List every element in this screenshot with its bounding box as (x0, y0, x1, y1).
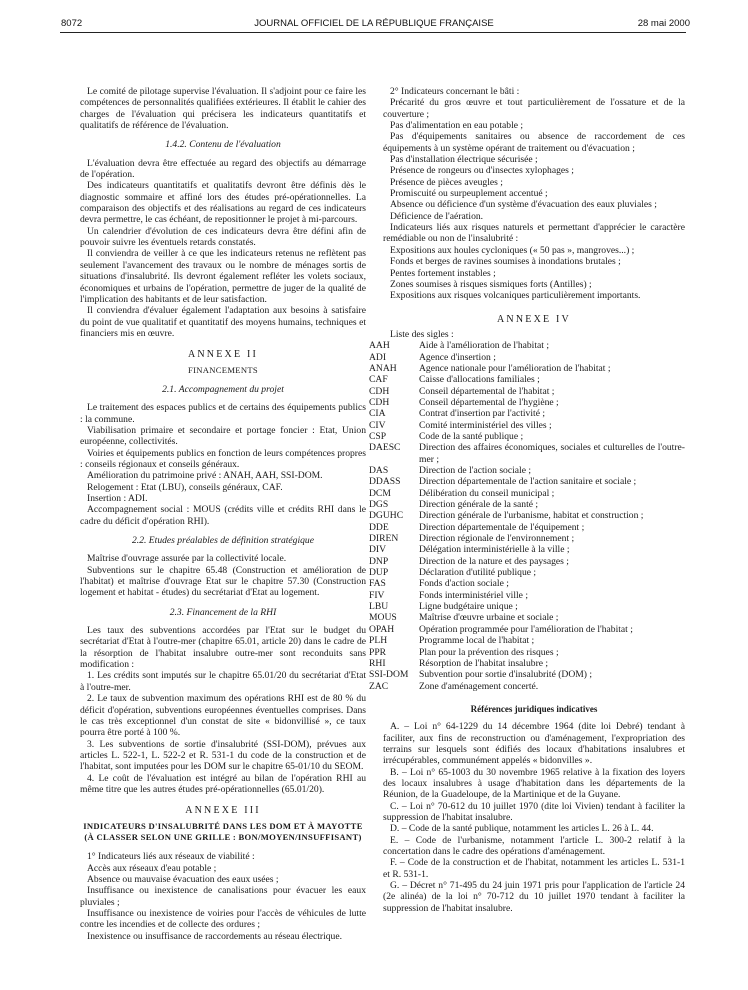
sigle-code: DGUHC (369, 510, 404, 522)
sigle-definition: Fonds interministériel ville ; (419, 589, 528, 601)
paragraph: Relogement : Etat (LBU), conseils généraux, CAF. (87, 481, 283, 493)
sigle-row (369, 522, 685, 533)
header-rule (60, 32, 686, 33)
sigles-table (369, 340, 685, 692)
annex-4-title: ANNEXE IV (497, 313, 571, 325)
sigle-row (369, 408, 685, 419)
indicator-item: Zones soumises à risques sismiques forts (Antilles) ; (390, 278, 592, 290)
sigle-code: LBU (369, 601, 389, 613)
sigle-definition: Code de la santé publique ; (419, 430, 524, 442)
sigle-code: PPR (369, 646, 387, 658)
indicator-item: Fonds et berges de ravines soumises à inondations brutales ; (390, 256, 621, 268)
sigle-definition: Déclaration d'utilité publique ; (419, 567, 537, 579)
sigle-code: ADI (369, 351, 387, 363)
sigle-code: MOUS (369, 612, 397, 624)
annex-2-title: ANNEXE II (187, 349, 259, 361)
sigle-row (369, 352, 685, 363)
sigle-definition: Contrat d'insertion par l'activité ; (419, 408, 546, 420)
sigle-definition: Conseil départemental de l'habitat ; (419, 385, 555, 397)
sigle-row (369, 397, 685, 408)
sigle-row (369, 681, 685, 692)
sigle-row (369, 567, 685, 578)
reference-item: B. – Loi n° 65-1003 du 30 novembre 1965 relative à la fixation des loyers des locaux insalubres à usage d'habitation dans les départements de la Réunion, de la Guadeloupe, de la Martinique et de la Guyane. (383, 766, 685, 801)
paragraph: 4. Le coût de l'évaluation est intégré au bilan de l'opération RHI au même titre que les autres études pré-opérationnelles (65.01/20). (80, 772, 366, 795)
sigle-code: FIV (369, 589, 385, 601)
sigle-row (369, 544, 685, 555)
indicator-item: Indicateurs liés aux risques naturels et permettant d'apprécier le caractère remédiable ou non de l'insalubrité : (383, 222, 685, 245)
sigle-definition: Programme local de l'habitat ; (419, 635, 535, 647)
sigle-row (369, 499, 685, 510)
sigle-definition: Ligne budgétaire unique ; (419, 601, 518, 613)
sigle-row (369, 510, 685, 521)
sigle-row (369, 386, 685, 397)
paragraph: L'évaluation devra être effectuée au regard des objectifs au démarrage de l'opération. (80, 157, 366, 181)
sigles-intro: Liste des sigles : (390, 328, 454, 340)
indicator-item: Pas d'alimentation en eau potable ; (390, 120, 524, 132)
sigle-row (369, 647, 685, 658)
right-column (369, 86, 685, 914)
sigle-code: DAS (369, 465, 389, 476)
indicator-item: Accès aux réseaux d'eau potable ; (87, 862, 217, 874)
left-column (80, 86, 366, 942)
sigle-code: DDASS (369, 476, 401, 488)
page-number: 8072 (61, 18, 83, 29)
sigle-code: PLH (369, 635, 388, 647)
indicator-item: Présence de pièces aveugles ; (390, 176, 503, 188)
sigle-definition: Fonds d'action sociale ; (419, 578, 509, 590)
paragraph: Subventions sur le chapitre 65.48 (Construction et amélioration de l'habitat) et maîtrise d'ouvrage Etat sur le chapitre 57.30 (Construction logement et habitat - études) du secrétariat d'Etat au logement. (80, 564, 366, 599)
paragraph: 1. Les crédits sont imputés sur le chapitre 65.01/20 du secrétariat d'Etat à l'outre-mer. (80, 670, 366, 693)
sigle-definition: Direction régionale de l'environnement ; (419, 533, 575, 545)
sigle-definition: Maîtrise d'œuvre urbaine et sociale ; (419, 612, 559, 624)
sigle-row (369, 340, 685, 351)
sigle-definition: Délégation interministérielle à la ville ; (419, 544, 570, 556)
indicator-item: Absence ou déficience d'un système d'évacuation des eaux pluviales ; (390, 199, 657, 211)
sigle-row (369, 658, 685, 669)
sigle-definition: Direction des affaires économiques, sociales et culturelles de l'outre-mer ; (419, 442, 685, 465)
paragraph: Un calendrier d'évolution de ces indicateurs devra être défini afin de pouvoir suivre les éventuels retards constatés. (80, 225, 366, 249)
sigle-definition: Direction générale de la santé ; (419, 499, 539, 511)
sigle-code: CDH (369, 385, 390, 397)
sigle-row (369, 420, 685, 431)
indicator-item: Pentes fortement instables ; (390, 267, 496, 279)
section-2-3-title: 2.3. Financement de la RHI (169, 606, 277, 618)
indicator-item: Insuffisance ou inexistence de canalisations pour évacuer les eaux pluviales ; (80, 885, 366, 908)
sigle-definition: Opération programmée pour l'amélioration de l'habitat ; (419, 623, 633, 635)
paragraph: Insertion : ADI. (87, 493, 148, 504)
indicator-item: Précarité du gros œuvre et tout particulièrement de l'ossature et de la couverture ; (383, 97, 685, 120)
sigle-definition: Subvention pour sortie d'insalubrité (DOM) ; (419, 669, 593, 681)
sigle-row (369, 556, 685, 567)
paragraph: Voiries et équipements publics en fonction de leurs compétences propres : conseils régionaux et conseils généraux. (80, 447, 366, 470)
sigle-definition: Caisse d'allocations familiales ; (419, 374, 540, 386)
sigle-row (369, 431, 685, 442)
indicator-item: Absence ou mauvaise évacuation des eaux usées ; (87, 873, 279, 885)
sigle-code: DCM (369, 487, 391, 499)
sigle-code: CIA (369, 408, 386, 420)
sigle-code: CAF (369, 374, 388, 386)
indicator-item: Insuffisance ou inexistence de voiries pour l'accès de véhicules de lutte contre les incendies et de collecte des ordures ; (80, 908, 366, 931)
sigle-definition: Direction de la nature et des paysages ; (419, 555, 569, 567)
indicator-item: Inexistence ou insuffisance de raccordements au réseau électrique. (87, 930, 343, 942)
sigle-definition: Comité interministériel des villes ; (419, 419, 552, 431)
sigle-code: DDE (369, 521, 389, 533)
indicator-item: Expositions aux risques volcaniques particulièrement importants. (390, 290, 641, 302)
indicator-item: Pas d'installation électrique sécurisée ; (390, 154, 538, 166)
sigle-definition: Aide à l'amélioration de l'habitat ; (419, 340, 549, 352)
sigle-code: CDH (369, 396, 390, 408)
sigle-definition: Résorption de l'habitat insalubre ; (419, 657, 549, 669)
issue-date: 28 mai 2000 (637, 18, 690, 29)
paragraph: Viabilisation primaire et secondaire et portage foncier : Etat, Union européenne, collectivités. (80, 424, 366, 448)
sigle-row (369, 442, 685, 465)
sigle-row (369, 363, 685, 374)
indicator-item: Expositions aux houles cycloniques (« 50 pas », mangroves...) ; (390, 244, 635, 256)
sigle-row (369, 635, 685, 646)
paragraph: Des indicateurs quantitatifs et qualitatifs devront être définis dès le diagnostic sommaire et affiné lors des études pré-opérationnelles. La comparaison des objectifs et des réalisations au regard de ces indicateurs devra permettre, le cas échéant, de repositionner le projet à mi-parcours. (80, 180, 366, 226)
journal-title: JOURNAL OFFICIEL DE LA RÉPUBLIQUE FRANÇAISE (254, 18, 494, 29)
sigle-code: ZAC (369, 680, 389, 692)
indicator-item: Pas d'équipements sanitaires ou absence de raccordement de ces équipements à un système opérant de traitement ou d'évacuation ; (383, 131, 685, 154)
sigle-definition: Zone d'aménagement concerté. (419, 680, 539, 692)
sigle-row (369, 601, 685, 612)
paragraph: Il conviendra de veiller à ce que les indicateurs retenus ne reflètent pas seulement l'avancement des travaux ou le nombre de ménages sortis de situations d'insalubrité. Ils devront également refléter les volets sociaux, économiques et urbains de l'opération, permettre de juger de la qualité de l'implication des habitants et de leur satisfaction. (80, 248, 366, 305)
reference-item: C. – Loi n° 70-612 du 10 juillet 1970 (dite loi Vivien) tendant à faciliter la suppression de l'habitat insalubre. (383, 800, 685, 823)
sigle-row (369, 624, 685, 635)
sigle-code: DNP (369, 555, 389, 567)
sigle-definition: Direction départementale de l'action sanitaire et sociale ; (419, 476, 637, 488)
sigle-row (369, 476, 685, 487)
sigle-code: AAH (369, 340, 390, 352)
sigle-row (369, 590, 685, 601)
sigle-code: DIREN (369, 533, 399, 545)
annex-2-subtitle: FINANCEMENTS (188, 364, 258, 375)
sigle-code: DGS (369, 499, 389, 511)
section-1-4-2-title: 1.4.2. Contenu de l'évaluation (165, 139, 281, 151)
references-title: Références juridiques indicatives (470, 703, 598, 714)
reference-item: F. – Code de la construction et de l'habitat, notamment les articles L. 531-1 et R. 531-1. (383, 857, 685, 880)
paragraph: Il conviendra d'évaluer également l'adaptation aux besoins à satisfaire du point de vue qualitatif et quantitatif des moyens humains, techniques et financiers mis en œuvre. (80, 305, 366, 339)
sigle-definition: Plan pour la prévention des risques ; (419, 646, 559, 658)
sigle-code: DUP (369, 567, 389, 579)
paragraph: Le traitement des espaces publics et de certains des équipements publics : la commune. (80, 402, 366, 425)
indicator-item: Promiscuité ou surpeuplement accentué ; (390, 188, 548, 200)
indicator-item: Présence de rongeurs ou d'insectes xylophages ; (390, 165, 574, 177)
indicator-item: 1° Indicateurs liés aux réseaux de viabilité : (87, 851, 255, 863)
sigle-row (369, 612, 685, 623)
sigle-definition: Direction de l'action sociale ; (419, 465, 532, 476)
paragraph: 2. Le taux de subvention maximum des opérations RHI est de 80 % du déficit d'opération, subventions européennes éventuelles comprises. Dans le cas très exceptionnel d'un constat de site « bidonvillisé », ce taux pourra être porté à 100 %. (80, 693, 366, 739)
sigle-code: DIV (369, 544, 387, 556)
paragraph: Maîtrise d'ouvrage assurée par la collectivité locale. (87, 553, 287, 565)
sigle-row (369, 488, 685, 499)
section-2-2-title: 2.2. Etudes préalables de définition stratégique (132, 535, 314, 547)
intro-paragraph: Le comité de pilotage supervise l'évaluation. Il s'adjoint pour ce faire les compétences de personnalités qualifiées extérieures. Il établit le cahier des charges de l'évaluation qui précisera les indicateurs quantitatifs et qualitatifs de référence de l'évaluation. (80, 86, 366, 132)
sigle-row (369, 533, 685, 544)
sigle-row (369, 465, 685, 476)
sigle-code: CIV (369, 419, 386, 431)
reference-item: A. – Loi n° 64-1229 du 14 décembre 1964 (dite loi Debré) tendant à faciliter, aux fins de reconstruction ou d'aménagement, l'expropriation des terrains sur lesquels sont édifiés des locaux d'habitations insalubres et irrécupérables, communément appelés « bidonvilles ». (383, 721, 685, 767)
paragraph: Amélioration du patrimoine privé : ANAH, AAH, SSI-DOM. (87, 470, 323, 482)
indicator-item: Déficience de l'aération. (390, 210, 484, 222)
sigle-code: ANAH (369, 362, 397, 374)
sigle-code: FAS (369, 578, 386, 590)
annex-3-title: ANNEXE III (185, 805, 261, 817)
reference-item: D. – Code de la santé publique, notamment les articles L. 26 à L. 44. (390, 823, 654, 835)
sigle-definition: Agence nationale pour l'amélioration de l'habitat ; (419, 362, 611, 374)
annex-3-subtitle: INDICATEURS D'INSALUBRITÉ DANS LES DOM ET À MAYOTTE (À CLASSER SELON UNE GRILLE : BON/MOYEN/INSUFFISANT) (83, 820, 363, 842)
sigle-code: CSP (369, 430, 387, 442)
sigle-code: DAESC (369, 442, 401, 454)
section-2-1-title: 2.1. Accompagnement du projet (162, 383, 284, 395)
sigle-row (369, 374, 685, 385)
paragraph: Accompagnement social : MOUS (crédits ville et crédits RHI dans le cadre du déficit d'opération RHI). (80, 504, 366, 527)
sigle-definition: Délibération du conseil municipal ; (419, 487, 555, 499)
indicator-item: 2° Indicateurs concernant le bâti : (390, 86, 520, 97)
sigle-code: RHI (369, 657, 386, 669)
sigle-code: OPAH (369, 623, 395, 635)
sigle-definition: Direction générale de l'urbanisme, habitat et construction ; (419, 510, 644, 522)
paragraph: Les taux des subventions accordées par l'Etat sur le budget du secrétariat d'Etat à l'outre-mer (chapitre 65.01, article 20) dans le cadre de la résorption de l'habitat insalubre outre-mer sont reconduits sans modification : (80, 625, 366, 671)
sigle-definition: Agence d'insertion ; (419, 351, 496, 363)
reference-item: G. – Décret n° 71-495 du 24 juin 1971 pris pour l'application de l'article 24 (2e alinéa) de la loi n° 70-712 du 10 juillet 1970 tendant à faciliter la suppression de l'habitat insalubre. (383, 880, 685, 914)
sigle-definition: Direction départementale de l'équipement ; (419, 521, 585, 533)
sigle-row (369, 578, 685, 589)
paragraph: 3. Les subventions de sortie d'insalubrité (SSI-DOM), prévues aux articles L. 522-1, L. 522-2 et R. 531-1 du code de la construction et de l'habitat, sont imputées pour les DOM sur le chapitre 65-01/10 du SEOM. (80, 738, 366, 773)
sigle-definition: Conseil départemental de l'hygiène ; (419, 396, 559, 408)
sigle-row (369, 669, 685, 680)
reference-item: E. – Code de l'urbanisme, notamment l'article L. 300-2 relatif à la concertation dans le cadre des opérations d'aménagement. (383, 834, 685, 857)
sigle-code: SSI-DOM (369, 669, 409, 681)
